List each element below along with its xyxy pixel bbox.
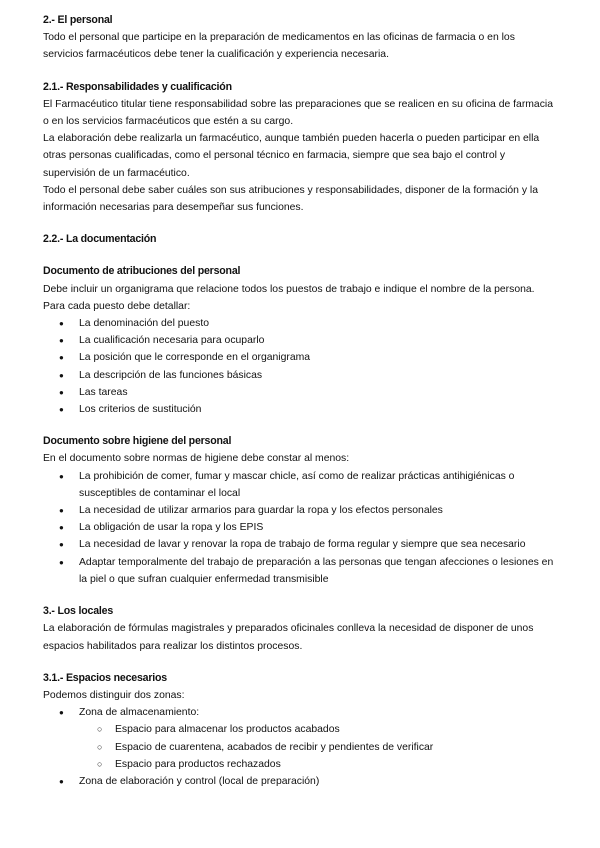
list-item: ● La obligación de usar la ropa y los EPIS [43, 519, 558, 536]
list-zona-almacenamiento [43, 721, 558, 773]
paragraph-responsabilidades-1: El Farmacéutico titular tiene responsabilidad sobre las preparaciones que se realicen en su oficina de farmacia o en los servicios farmacéuticos que estén a su cargo. [43, 98, 553, 128]
list-item: ● La prohibición de comer, fumar y mascar chicle, así como de realizar prácticas antihigiénicas o susceptibles de contaminar el local [43, 468, 558, 502]
sub-list-item: ○ Espacio para productos rechazados [43, 756, 558, 773]
zona-label: Zona de almacenamiento: [79, 707, 200, 719]
paragraph-espacios-intro: Podemos distinguir dos zonas: [43, 689, 185, 701]
list-item: ● La descripción de las funciones básicas [43, 367, 558, 384]
list-zonas-2 [43, 773, 558, 790]
list-item-zona-almacenamiento [43, 704, 558, 721]
paragraph-higiene-intro: En el documento sobre normas de higiene debe constar al menos: [43, 453, 350, 465]
section-heading-locales: 3.- Los locales [43, 605, 114, 618]
paragraph-personal: Todo el personal que participe en la preparación de medicamentos en las oficinas de farmacia o en los servicios farmacéuticos debe tener la cualificación y experiencia necesaria. [43, 32, 515, 61]
list-zonas [43, 704, 558, 721]
list-item: ● La denominación del puesto [43, 315, 558, 332]
list-atribuciones [43, 315, 558, 418]
sub-list-item: ○ Espacio de cuarentena, acabados de recibir y pendientes de verificar [43, 739, 558, 756]
paragraph-locales: La elaboración de fórmulas magistrales y preparados oficinales conlleva la necesidad de disponer de unos espacios habilitados para realizar los distintos procesos. [43, 623, 534, 652]
list-item: ● La posición que le corresponde en el organigrama [43, 349, 558, 366]
list-item: ● La cualificación necesaria para ocuparlo [43, 332, 558, 349]
list-item: ● Las tareas [43, 384, 558, 401]
paragraph-atribuciones-intro: Debe incluir un organigrama que relacione todos los puestos de trabajo e indique el nombre de la persona. Para cada puesto debe detallar: [43, 283, 535, 312]
list-item-zona-elaboracion: ● Zona de elaboración y control (local de preparación) [43, 773, 558, 790]
subheading-higiene: Documento sobre higiene del personal [43, 435, 232, 448]
list-item: ● Adaptar temporalmente del trabajo de preparación a las personas que tengan afecciones o lesiones en la piel o que sufran cualquier enfermedad transmisible [43, 554, 558, 588]
section-heading-responsabilidades: 2.1.- Responsabilidades y cualificación [43, 80, 232, 93]
section-heading-espacios: 3.1.- Espacios necesarios [43, 671, 167, 684]
list-item: ● La necesidad de lavar y renovar la ropa de trabajo de forma regular y siempre que sea necesario [43, 536, 558, 553]
paragraph-responsabilidades-2: La elaboración debe realizarla un farmacéutico, aunque también pueden hacerla o pueden participar en ella otras personas cualificadas, como el personal técnico en farmacia, siempre que sea bajo el control y supervisión de un farmacéutico. [43, 133, 540, 179]
subheading-atribuciones: Documento de atribuciones del personal [43, 265, 241, 278]
list-item: ● La necesidad de utilizar armarios para guardar la ropa y los efectos personales [43, 502, 558, 519]
section-heading-documentacion: 2.2.- La documentación [43, 233, 157, 246]
paragraph-responsabilidades-3: Todo el personal debe saber cuáles son sus atribuciones y responsabilidades, disponer de la formación y la información necesarias para desempeñar sus funciones. [43, 184, 539, 214]
list-item: ● Los criterios de sustitución [43, 401, 558, 418]
section-heading-personal: 2.- El personal [43, 14, 113, 26]
sub-list-item: ○ Espacio para almacenar los productos acabados [43, 721, 558, 738]
list-higiene [43, 468, 558, 588]
